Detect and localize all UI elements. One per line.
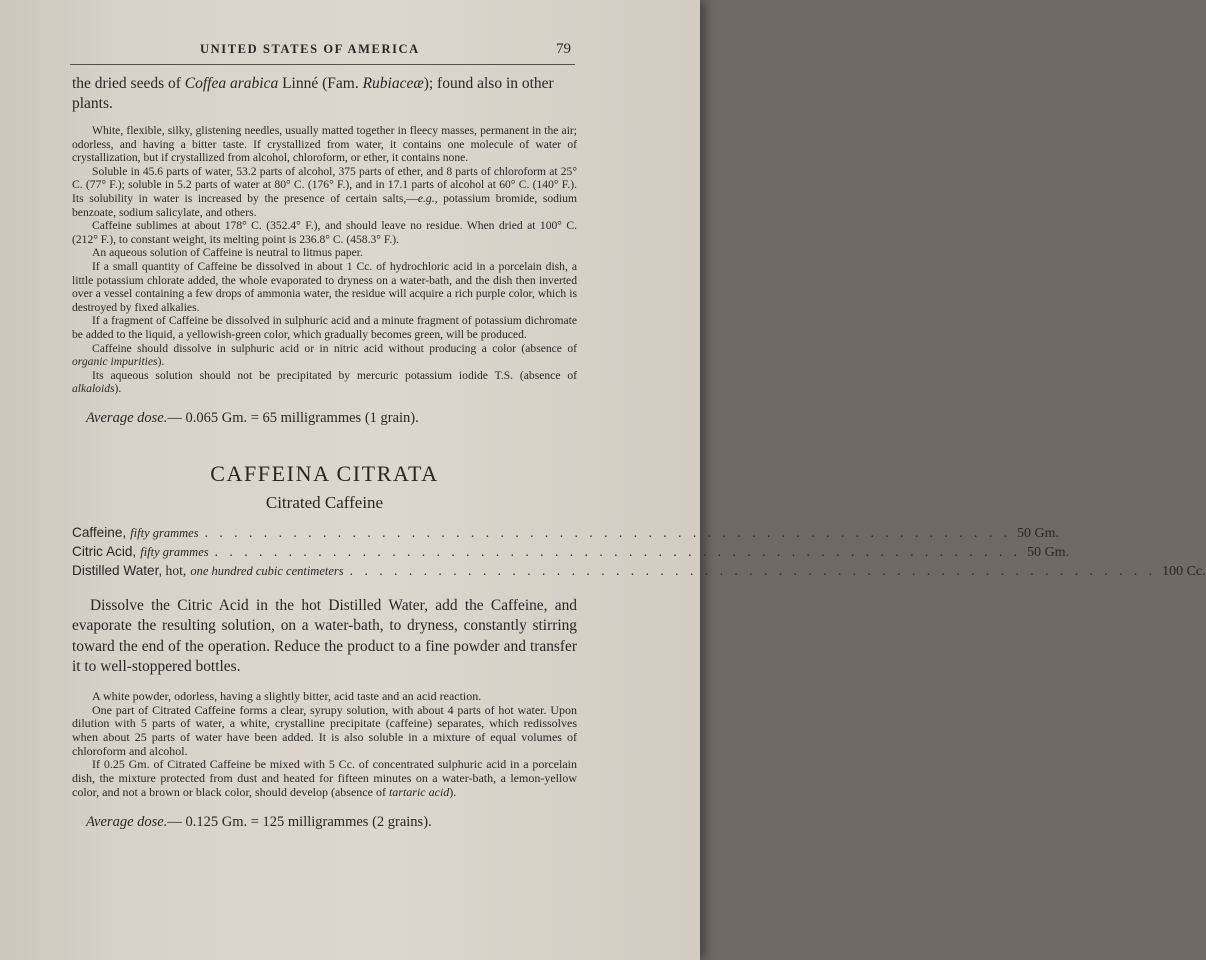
ingredient-name-text: Distilled Water, [72, 562, 163, 578]
leader-dots: . . . . . . . . . . . . . . . . . . . . . . . . . . . . . . . . . . . . . . . . . . . . . . . . . . . . . . . [214, 543, 1022, 559]
running-title: UNITED STATES OF AMERICA [200, 42, 420, 56]
impurity-text: Caffeine should dissolve in sulphuric acid or in nitric acid without producing a color (absence of [92, 341, 577, 355]
alkaloid-text: Its aqueous solution should not be precipitated by mercuric potassium iodide T.S. (absence of [92, 368, 577, 382]
preparation-directions: Dissolve the Citric Acid in the hot Distilled Water, add the Caffeine, and evaporate the resulting solution, on a water-bath, to dryness, constantly stirring toward the end of the operation. Reduce the product to a fine powder and transfer it to well-stoppered bottles. [72, 596, 577, 676]
leader-dots: . . . . . . . . . . . . . . . . . . . . . . . . . . . . . . . . . . . . . . . . . . . . . . . . . . . . . . . [349, 562, 1157, 578]
monograph-subtitle: Citrated Caffeine [265, 492, 384, 512]
description-paragraph [72, 342, 577, 369]
leader-dots: . . . . . . . . . . . . . . . . . . . . . . . . . . . . . . . . . . . . . . . . . . . . . . . . . . . . . . . [204, 524, 1012, 540]
average-dose-caffeine [86, 410, 577, 427]
tartaric-test-text: If 0.25 Gm. of Citrated Caffeine be mixed with 5 Cc. of concentrated sulphuric acid in a porcelain dish, the mixture protected from dust and heated for fifteen minutes on a water-bath, a lemon-yellow color, and not a brown or black color, should develop (absence of [72, 757, 577, 799]
tartaric-end: ). [449, 784, 457, 799]
ingredient-quantity: one hundred cubic centimeters [190, 563, 344, 578]
description-paragraph: An aqueous solution of Caffeine is neutral to litmus paper. [92, 246, 363, 260]
description-paragraph: White, flexible, silky, glistening needles, usually matted together in fleecy masses, permanent in the air; odorless, and having a bitter taste. If crystallized from water, it contains one molecule of water of crystallization, but if crystallized from alcohol, chloroform, or ether, it contains none. [72, 124, 577, 165]
average-dose-citrated [86, 814, 577, 831]
citrated-caffeine-description [72, 690, 577, 800]
tartaric-acid-text: tartaric acid [388, 784, 450, 799]
impurity-end: ). [157, 355, 165, 369]
dose-label: Average dose. [86, 813, 168, 830]
ingredient-quantity: fifty grammes [140, 544, 209, 559]
page-number: 79 [556, 41, 571, 57]
formula-row [72, 562, 1206, 582]
dose-label: Average dose. [86, 409, 168, 426]
description-paragraph [72, 369, 577, 396]
ingredient-name: Caffeine, [72, 524, 127, 540]
description-paragraph: A white powder, odorless, having a slightly bitter, acid taste and an acid reaction. [92, 688, 482, 703]
ingredient-modifier: hot, [162, 562, 187, 578]
ingredient-amount: 100 Cc. [1162, 563, 1206, 579]
page-header [70, 40, 575, 65]
lead-text-1: the dried seeds of [72, 75, 185, 92]
alkaloids-text: alkaloids [72, 382, 115, 396]
formula-row [72, 524, 1060, 544]
page-content [72, 74, 1206, 831]
description-paragraph [72, 165, 577, 219]
alkaloid-end: ). [114, 382, 122, 396]
lead-text-3: ); found also in other plants. [72, 75, 554, 112]
lead-species: Coffea arabica [184, 75, 279, 92]
lead-paragraph [72, 74, 577, 114]
description-paragraph: Caffeine sublimes at about 178° C. (352.4° F.), and should leave no residue. When dried at 100° C. (212° F.), to constant weight, its melting point is 236.8° C. (458.3° F.). [72, 219, 577, 246]
lead-family: Rubiaceæ [362, 75, 424, 92]
solubility-text: Soluble in 45.6 parts of water, 53.2 parts of alcohol, 375 parts of ether, and 8 parts of chloroform at 25° C. (77° F.); soluble in 5.2 parts of water at 80° C. (176° F.), and in 17.1 parts of alcohol at 60° C. (140° F.). Its solubility in water is increased by the presence of certain salts,— [72, 164, 577, 205]
ingredient-name [72, 563, 186, 579]
organic-impurities-text: organic impurities [72, 355, 158, 369]
dose-value: — 0.065 Gm. = 65 milligrammes (1 grain). [167, 409, 419, 426]
ingredient-quantity: fifty grammes [130, 525, 199, 540]
description-paragraph: If a small quantity of Caffeine be dissolved in about 1 Cc. of hydrochloric acid in a porcelain dish, a little potassium chlorate added, the whole evaporated to dryness on a water-bath, and the dish then inverted over a vessel containing a few drops of ammonia water, the residue will acquire a rich purple color, which is destroyed by fixed alkalies. [72, 259, 577, 314]
ingredient-amount: 50 Gm. [1017, 525, 1060, 541]
eg-text: e.g., [417, 191, 438, 205]
formula-table [72, 524, 1206, 582]
description-paragraph: One part of Citrated Caffeine forms a clear, syrupy solution, with about 4 parts of hot water. Upon dilution with 5 parts of water, a white, crystalline precipitate (caffeine) separates, which redissolves when about 25 parts of water have been added. It is also soluble in a mixture of equal volumes of chloroform and alcohol. [72, 702, 577, 758]
monograph-title: CAFFEINA CITRATA [210, 460, 439, 486]
ingredient-amount: 50 Gm. [1027, 544, 1070, 560]
description-paragraph [72, 758, 577, 799]
lead-text-2: Linné (Fam. [278, 75, 363, 92]
dose-value: — 0.125 Gm. = 125 milligrammes (2 grains). [167, 813, 432, 830]
caffeine-description [72, 124, 577, 396]
formula-row [72, 543, 1070, 563]
ingredient-name: Citric Acid, [72, 543, 137, 559]
description-paragraph: If a fragment of Caffeine be dissolved in sulphuric acid and a minute fragment of potassium dichromate be added to the liquid, a yellowish-green color, which gradually becomes green, will be produced. [72, 314, 577, 341]
salts-text: potassium bromide, sodium benzoate, sodium salicylate, and others. [72, 191, 577, 219]
